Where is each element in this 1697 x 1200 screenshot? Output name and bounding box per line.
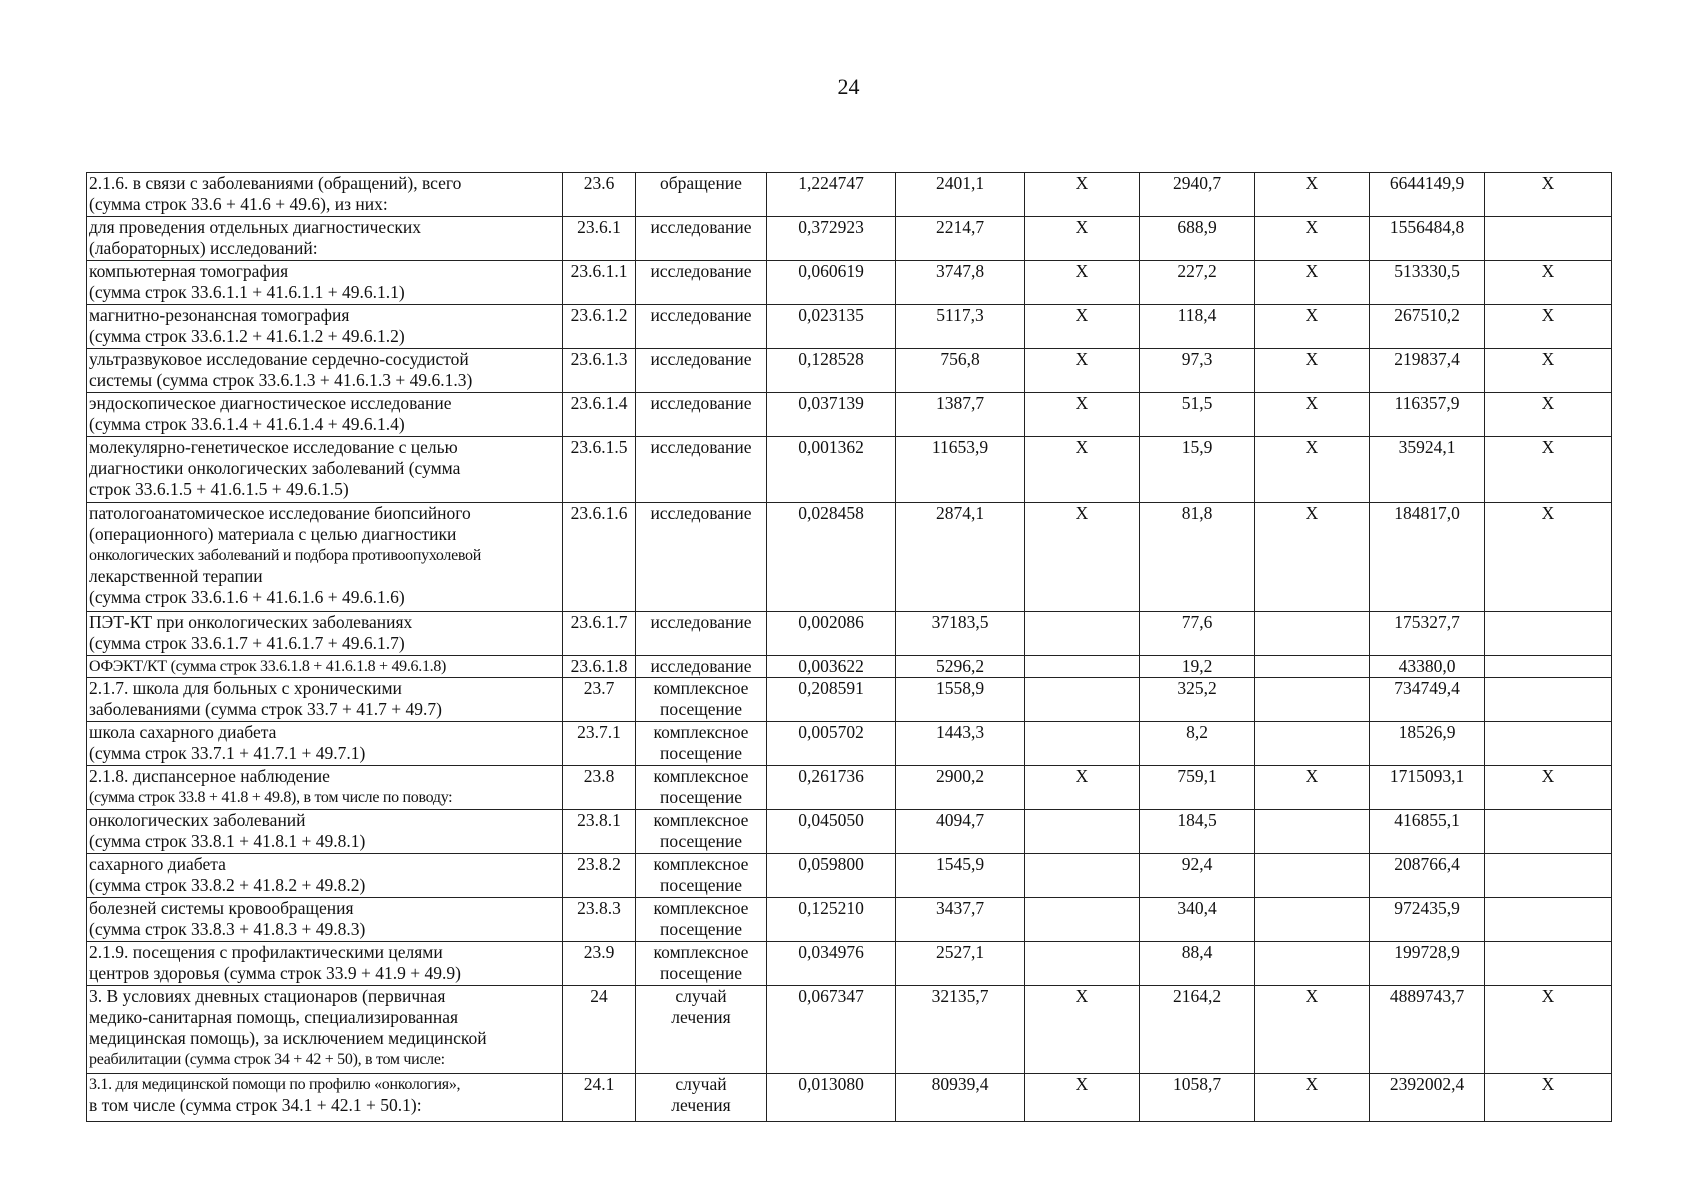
row-value-cell-c3 [1025, 722, 1140, 766]
row-value-cell-c7: Х [1485, 1074, 1612, 1122]
row-value-cell-c5: Х [1255, 173, 1370, 217]
row-value-cell-c1: 0,023135 [767, 305, 896, 349]
row-name-line: (операционного) материала с целью диагностики [89, 524, 457, 544]
row-value-cell-c7 [1485, 942, 1612, 986]
row-value-cell-c1: 0,034976 [767, 942, 896, 986]
row-value-cell-c4: 1058,7 [1140, 1074, 1255, 1122]
row-value-cell-c2: 1545,9 [896, 854, 1025, 898]
row-name-line: системы (сумма строк 33.6.1.3 + 41.6.1.3 + 49.6.1.3) [89, 370, 473, 390]
row-value-cell-c3: Х [1025, 437, 1140, 503]
row-value-cell-c1: 0,067347 [767, 986, 896, 1074]
row-name-cell [87, 722, 563, 766]
row-unit-line: комплексное [653, 898, 749, 918]
row-value-cell-c3 [1025, 942, 1140, 986]
row-unit-line: посещение [659, 743, 743, 763]
row-code-cell: 23.8.1 [563, 810, 636, 854]
row-value-cell-c2: 2214,7 [896, 217, 1025, 261]
row-value-cell-c4: 97,3 [1140, 349, 1255, 393]
row-value-cell-c2: 1387,7 [896, 393, 1025, 437]
row-name-cell [87, 612, 563, 656]
row-unit-cell [636, 898, 767, 942]
row-code-cell: 23.7.1 [563, 722, 636, 766]
row-unit-cell [636, 173, 767, 217]
row-value-cell-c5 [1255, 656, 1370, 678]
row-unit-line: обращение [660, 173, 742, 193]
row-value-cell-c4: 688,9 [1140, 217, 1255, 261]
row-name-line: магнитно-резонансная томография [89, 305, 350, 325]
row-value-cell-c4: 88,4 [1140, 942, 1255, 986]
table-row [87, 986, 1612, 1074]
row-value-cell-c3 [1025, 810, 1140, 854]
row-unit-line: лечения [671, 1095, 731, 1115]
row-value-cell-c3: Х [1025, 173, 1140, 217]
row-value-cell-c1: 0,208591 [767, 678, 896, 722]
table-row [87, 722, 1612, 766]
row-unit-line: посещение [659, 831, 743, 851]
row-name-cell [87, 678, 563, 722]
row-value-cell-c2: 3437,7 [896, 898, 1025, 942]
row-value-cell-c2: 37183,5 [896, 612, 1025, 656]
row-value-cell-c5: Х [1255, 986, 1370, 1074]
row-value-cell-c3 [1025, 898, 1140, 942]
row-unit-cell [636, 305, 767, 349]
row-unit-cell [636, 766, 767, 810]
row-value-cell-c1: 0,128528 [767, 349, 896, 393]
row-name-line: молекулярно-генетическое исследование с целью [89, 437, 458, 457]
row-name-line: сахарного диабета [89, 854, 226, 874]
row-name-line: 2.1.6. в связи с заболеваниями (обращений), всего [89, 173, 462, 193]
row-value-cell-c5: Х [1255, 305, 1370, 349]
row-name-cell [87, 656, 563, 678]
row-value-cell-c7: Х [1485, 503, 1612, 612]
row-value-cell-c7: Х [1485, 349, 1612, 393]
row-name-cell [87, 854, 563, 898]
row-value-cell-c1: 0,060619 [767, 261, 896, 305]
row-unit-line: исследование [650, 612, 752, 632]
row-unit-cell [636, 437, 767, 503]
row-value-cell-c4: 2164,2 [1140, 986, 1255, 1074]
row-value-cell-c2: 5117,3 [896, 305, 1025, 349]
row-unit-line: лечения [671, 1007, 731, 1027]
row-value-cell-c4: 325,2 [1140, 678, 1255, 722]
row-name-line: в том числе (сумма строк 34.1 + 42.1 + 50.1): [89, 1095, 422, 1115]
row-name-line: медицинская помощь), за исключением медицинской [89, 1028, 487, 1048]
row-value-cell-c6: 184817,0 [1370, 503, 1485, 612]
row-name-line: реабилитации (сумма строк 34 + 42 + 50), в том числе: [89, 1051, 445, 1068]
row-value-cell-c6: 6644149,9 [1370, 173, 1485, 217]
row-name-line: медико-санитарная помощь, специализированная [89, 1007, 459, 1027]
row-value-cell-c1: 0,001362 [767, 437, 896, 503]
row-value-cell-c5: Х [1255, 766, 1370, 810]
table-row [87, 656, 1612, 678]
row-name-line: компьютерная томография [89, 261, 289, 281]
row-value-cell-c6: 4889743,7 [1370, 986, 1485, 1074]
row-value-cell-c7 [1485, 217, 1612, 261]
row-name-cell [87, 393, 563, 437]
row-name-line: онкологических заболеваний [89, 810, 306, 830]
row-value-cell-c2: 756,8 [896, 349, 1025, 393]
row-value-cell-c2: 3747,8 [896, 261, 1025, 305]
row-name-line: школа сахарного диабета [89, 722, 277, 742]
row-code-cell: 24 [563, 986, 636, 1074]
row-code-cell: 23.6.1.5 [563, 437, 636, 503]
row-value-cell-c7 [1485, 898, 1612, 942]
row-value-cell-c1: 0,028458 [767, 503, 896, 612]
row-value-cell-c5 [1255, 854, 1370, 898]
row-value-cell-c6: 2392002,4 [1370, 1074, 1485, 1122]
row-value-cell-c6: 972435,9 [1370, 898, 1485, 942]
table-row [87, 261, 1612, 305]
row-value-cell-c6: 116357,9 [1370, 393, 1485, 437]
row-name-line: (сумма строк 33.8.1 + 41.8.1 + 49.8.1) [89, 831, 366, 851]
row-value-cell-c3: Х [1025, 393, 1140, 437]
row-value-cell-c4: 227,2 [1140, 261, 1255, 305]
row-name-line: заболеваниями (сумма строк 33.7 + 41.7 + 49.7) [89, 699, 442, 719]
row-name-line: (сумма строк 33.6.1.7 + 41.6.1.7 + 49.6.1.7) [89, 633, 405, 653]
row-name-cell [87, 810, 563, 854]
row-value-cell-c2: 4094,7 [896, 810, 1025, 854]
table-row [87, 1074, 1612, 1122]
row-value-cell-c7 [1485, 810, 1612, 854]
page-number: 24 [837, 74, 860, 99]
row-code-cell: 24.1 [563, 1074, 636, 1122]
row-value-cell-c5 [1255, 612, 1370, 656]
row-unit-cell [636, 261, 767, 305]
row-code-cell: 23.6.1.1 [563, 261, 636, 305]
row-name-cell [87, 1074, 563, 1122]
row-unit-line: комплексное [653, 854, 749, 874]
row-value-cell-c5 [1255, 810, 1370, 854]
row-name-line: (лабораторных) исследований: [89, 238, 318, 258]
row-unit-line: случай [675, 986, 727, 1006]
row-name-line: (сумма строк 33.6.1.4 + 41.6.1.4 + 49.6.1.4) [89, 414, 405, 434]
row-unit-cell [636, 1074, 767, 1122]
row-unit-line: исследование [650, 305, 752, 325]
row-value-cell-c2: 2527,1 [896, 942, 1025, 986]
row-value-cell-c2: 2874,1 [896, 503, 1025, 612]
row-value-cell-c3: Х [1025, 503, 1140, 612]
row-value-cell-c2: 2401,1 [896, 173, 1025, 217]
row-name-cell [87, 305, 563, 349]
row-value-cell-c4: 15,9 [1140, 437, 1255, 503]
row-value-cell-c4: 184,5 [1140, 810, 1255, 854]
row-value-cell-c5: Х [1255, 437, 1370, 503]
row-value-cell-c2: 5296,2 [896, 656, 1025, 678]
row-code-cell: 23.6.1.2 [563, 305, 636, 349]
row-unit-line: комплексное [653, 766, 749, 786]
row-value-cell-c1: 1,224747 [767, 173, 896, 217]
table-row [87, 393, 1612, 437]
row-value-cell-c3 [1025, 854, 1140, 898]
row-code-cell: 23.6.1.3 [563, 349, 636, 393]
row-value-cell-c2: 32135,7 [896, 986, 1025, 1074]
row-unit-line: комплексное [653, 810, 749, 830]
row-value-cell-c5 [1255, 722, 1370, 766]
row-name-line: (сумма строк 33.6.1.2 + 41.6.1.2 + 49.6.1.2) [89, 326, 405, 346]
row-unit-cell [636, 810, 767, 854]
row-value-cell-c7: Х [1485, 766, 1612, 810]
table-row [87, 503, 1612, 612]
row-unit-cell [636, 986, 767, 1074]
row-name-line: 3. В условиях дневных стационаров (первичная [89, 986, 446, 1006]
table-row [87, 898, 1612, 942]
row-unit-line: исследование [650, 437, 752, 457]
row-name-line: ОФЭКТ/КТ (сумма строк 33.6.1.8 + 41.6.1.8 + 49.6.1.8) [89, 658, 447, 675]
row-value-cell-c1: 0,059800 [767, 854, 896, 898]
row-value-cell-c1: 0,261736 [767, 766, 896, 810]
table-row [87, 612, 1612, 656]
row-unit-line: посещение [659, 787, 743, 807]
row-name-line: (сумма строк 33.7.1 + 41.7.1 + 49.7.1) [89, 743, 366, 763]
row-value-cell-c1: 0,005702 [767, 722, 896, 766]
row-value-cell-c6: 35924,1 [1370, 437, 1485, 503]
row-value-cell-c7 [1485, 612, 1612, 656]
row-value-cell-c6: 208766,4 [1370, 854, 1485, 898]
row-name-line: 3.1. для медицинской помощи по профилю «онкология», [89, 1076, 461, 1093]
row-value-cell-c5: Х [1255, 261, 1370, 305]
row-value-cell-c7 [1485, 722, 1612, 766]
row-value-cell-c6: 734749,4 [1370, 678, 1485, 722]
row-unit-line: комплексное [653, 678, 749, 698]
row-unit-line: исследование [650, 393, 752, 413]
row-unit-cell [636, 942, 767, 986]
row-value-cell-c2: 1443,3 [896, 722, 1025, 766]
row-name-cell [87, 986, 563, 1074]
row-code-cell: 23.6.1.8 [563, 656, 636, 678]
table-row [87, 217, 1612, 261]
row-value-cell-c6: 1715093,1 [1370, 766, 1485, 810]
row-value-cell-c5: Х [1255, 349, 1370, 393]
row-unit-line: исследование [650, 217, 752, 237]
row-value-cell-c5: Х [1255, 393, 1370, 437]
row-name-line: 2.1.9. посещения с профилактическими целями [89, 942, 443, 962]
data-table [86, 172, 1612, 1122]
row-value-cell-c4: 8,2 [1140, 722, 1255, 766]
table-row [87, 173, 1612, 217]
row-value-cell-c6: 18526,9 [1370, 722, 1485, 766]
table-body [87, 173, 1612, 1122]
table-row [87, 678, 1612, 722]
table-row [87, 942, 1612, 986]
row-value-cell-c7: Х [1485, 986, 1612, 1074]
row-value-cell-c5: Х [1255, 1074, 1370, 1122]
row-code-cell: 23.7 [563, 678, 636, 722]
row-name-line: ПЭТ-КТ при онкологических заболеваниях [89, 612, 413, 632]
row-name-line: диагностики онкологических заболеваний (сумма [89, 458, 461, 478]
table-row [87, 305, 1612, 349]
table-row [87, 854, 1612, 898]
row-value-cell-c3 [1025, 678, 1140, 722]
row-unit-cell [636, 612, 767, 656]
row-value-cell-c1: 0,002086 [767, 612, 896, 656]
row-value-cell-c7 [1485, 656, 1612, 678]
row-value-cell-c1: 0,372923 [767, 217, 896, 261]
row-name-cell [87, 766, 563, 810]
row-value-cell-c4: 81,8 [1140, 503, 1255, 612]
row-code-cell: 23.6 [563, 173, 636, 217]
row-name-line: эндоскопическое диагностическое исследование [89, 393, 452, 413]
row-name-line: (сумма строк 33.8.3 + 41.8.3 + 49.8.3) [89, 919, 366, 939]
row-value-cell-c4: 77,6 [1140, 612, 1255, 656]
row-value-cell-c7 [1485, 854, 1612, 898]
row-value-cell-c5 [1255, 898, 1370, 942]
row-value-cell-c7: Х [1485, 173, 1612, 217]
row-value-cell-c4: 92,4 [1140, 854, 1255, 898]
row-unit-line: исследование [650, 261, 752, 281]
row-unit-line: посещение [659, 963, 743, 983]
row-value-cell-c7: Х [1485, 261, 1612, 305]
row-unit-line: исследование [650, 349, 752, 369]
row-value-cell-c3: Х [1025, 349, 1140, 393]
row-unit-line: исследование [650, 656, 752, 676]
row-unit-cell [636, 393, 767, 437]
row-name-line: онкологических заболеваний и подбора противоопухолевой [89, 547, 482, 564]
row-value-cell-c1: 0,037139 [767, 393, 896, 437]
row-value-cell-c7: Х [1485, 437, 1612, 503]
row-value-cell-c6: 1556484,8 [1370, 217, 1485, 261]
row-value-cell-c7: Х [1485, 393, 1612, 437]
row-value-cell-c6: 175327,7 [1370, 612, 1485, 656]
row-name-line: болезней системы кровообращения [89, 898, 354, 918]
row-code-cell: 23.6.1.7 [563, 612, 636, 656]
row-unit-cell [636, 349, 767, 393]
row-code-cell: 23.8 [563, 766, 636, 810]
table-row [87, 810, 1612, 854]
row-name-cell [87, 503, 563, 612]
row-unit-line: посещение [659, 919, 743, 939]
row-name-cell [87, 349, 563, 393]
row-unit-cell [636, 503, 767, 612]
row-value-cell-c4: 19,2 [1140, 656, 1255, 678]
row-value-cell-c1: 0,013080 [767, 1074, 896, 1122]
row-value-cell-c6: 43380,0 [1370, 656, 1485, 678]
row-value-cell-c1: 0,125210 [767, 898, 896, 942]
row-name-line: для проведения отдельных диагностических [89, 217, 421, 237]
row-code-cell: 23.6.1.4 [563, 393, 636, 437]
row-name-line: (сумма строк 33.8 + 41.8 + 49.8), в том числе по поводу: [89, 789, 453, 806]
row-value-cell-c6: 416855,1 [1370, 810, 1485, 854]
row-name-line: строк 33.6.1.5 + 41.6.1.5 + 49.6.1.5) [89, 479, 349, 499]
row-unit-line: комплексное [653, 942, 749, 962]
row-name-line: 2.1.7. школа для больных с хроническими [89, 678, 402, 698]
row-unit-line: посещение [659, 875, 743, 895]
row-code-cell: 23.8.2 [563, 854, 636, 898]
row-value-cell-c6: 513330,5 [1370, 261, 1485, 305]
row-name-cell [87, 173, 563, 217]
row-name-cell [87, 217, 563, 261]
row-value-cell-c6: 219837,4 [1370, 349, 1485, 393]
row-unit-line: исследование [650, 503, 752, 523]
row-value-cell-c5: Х [1255, 503, 1370, 612]
table-row [87, 437, 1612, 503]
row-name-line: ультразвуковое исследование сердечно-сосудистой [89, 349, 469, 369]
row-code-cell: 23.6.1.6 [563, 503, 636, 612]
table-row [87, 766, 1612, 810]
row-value-cell-c5 [1255, 942, 1370, 986]
row-value-cell-c6: 267510,2 [1370, 305, 1485, 349]
row-name-line: центров здоровья (сумма строк 33.9 + 41.9 + 49.9) [89, 963, 461, 983]
row-value-cell-c4: 2940,7 [1140, 173, 1255, 217]
table-row [87, 349, 1612, 393]
row-value-cell-c2: 11653,9 [896, 437, 1025, 503]
row-value-cell-c1: 0,003622 [767, 656, 896, 678]
row-name-line: (сумма строк 33.6.1.1 + 41.6.1.1 + 49.6.1.1) [89, 282, 405, 302]
row-unit-cell [636, 854, 767, 898]
row-name-cell [87, 437, 563, 503]
row-value-cell-c3: Х [1025, 1074, 1140, 1122]
row-name-cell [87, 942, 563, 986]
row-unit-cell [636, 217, 767, 261]
row-value-cell-c3: Х [1025, 305, 1140, 349]
row-value-cell-c7: Х [1485, 305, 1612, 349]
row-unit-cell [636, 722, 767, 766]
row-value-cell-c2: 1558,9 [896, 678, 1025, 722]
row-value-cell-c2: 80939,4 [896, 1074, 1025, 1122]
row-value-cell-c3: Х [1025, 986, 1140, 1074]
row-value-cell-c2: 2900,2 [896, 766, 1025, 810]
row-name-line: патологоанатомическое исследование биопсийного [89, 503, 471, 523]
row-unit-cell [636, 656, 767, 678]
row-value-cell-c4: 51,5 [1140, 393, 1255, 437]
row-unit-line: посещение [659, 699, 743, 719]
row-value-cell-c3 [1025, 656, 1140, 678]
row-name-cell [87, 898, 563, 942]
row-value-cell-c3: Х [1025, 217, 1140, 261]
row-value-cell-c3: Х [1025, 261, 1140, 305]
row-name-line: (сумма строк 33.8.2 + 41.8.2 + 49.8.2) [89, 875, 366, 895]
row-value-cell-c7 [1485, 678, 1612, 722]
row-unit-cell [636, 678, 767, 722]
row-value-cell-c4: 118,4 [1140, 305, 1255, 349]
row-name-cell [87, 261, 563, 305]
row-name-line: (сумма строк 33.6 + 41.6 + 49.6), из них: [89, 194, 388, 214]
row-code-cell: 23.9 [563, 942, 636, 986]
row-value-cell-c5: Х [1255, 217, 1370, 261]
row-value-cell-c3 [1025, 612, 1140, 656]
row-unit-line: случай [675, 1074, 727, 1094]
row-name-line: 2.1.8. диспансерное наблюдение [89, 766, 330, 786]
row-name-line: (сумма строк 33.6.1.6 + 41.6.1.6 + 49.6.1.6) [89, 587, 405, 607]
row-value-cell-c4: 759,1 [1140, 766, 1255, 810]
row-code-cell: 23.6.1 [563, 217, 636, 261]
row-value-cell-c3: Х [1025, 766, 1140, 810]
row-name-line: лекарственной терапии [89, 566, 263, 586]
row-value-cell-c1: 0,045050 [767, 810, 896, 854]
row-value-cell-c5 [1255, 678, 1370, 722]
row-value-cell-c4: 340,4 [1140, 898, 1255, 942]
row-value-cell-c6: 199728,9 [1370, 942, 1485, 986]
row-code-cell: 23.8.3 [563, 898, 636, 942]
row-unit-line: комплексное [653, 722, 749, 742]
